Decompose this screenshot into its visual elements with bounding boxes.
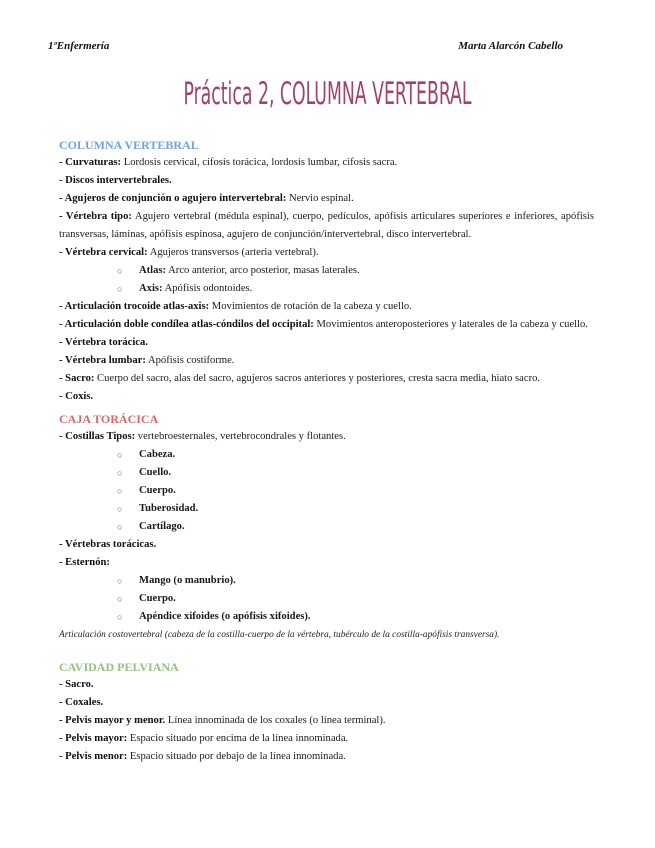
sub-list-item: [59, 464, 594, 482]
item-text: Apófisis odontoides.: [162, 283, 253, 294]
item-text: Agujero vertebral (médula espinal), cuerpo, pedículos, apófisis articulares superiores e inferiores, apófisis transversas, láminas, apófisis espinosa, agujero de conjunción/intervertebral, disco intervertebral.: [59, 211, 594, 240]
item-label: - Pelvis mayor:: [59, 733, 128, 744]
header-course: 1ºEnfermería: [48, 40, 110, 52]
item-label: - Sacro:: [59, 373, 95, 384]
item-text: Arco anterior, arco posterior, masas laterales.: [166, 265, 360, 276]
item-label: Cuerpo.: [139, 593, 176, 604]
item-text: Línea innominada de los coxales (o línea terminal).: [165, 715, 386, 726]
item-text: Agujeros transversos (arteria vertebral).: [147, 247, 319, 258]
item-label: Axis:: [139, 283, 163, 294]
item-label: - Curvaturas:: [59, 157, 122, 168]
sub-list-item: [59, 608, 594, 626]
circle-bullet-icon: ○: [117, 612, 123, 622]
sub-list-item: [59, 262, 594, 280]
list-item: [59, 244, 594, 262]
sub-list-item: [59, 500, 594, 518]
list-item: [59, 694, 594, 712]
item-label: - Coxis.: [59, 391, 94, 402]
list-item: [59, 154, 594, 172]
item-label: - Sacro.: [59, 679, 94, 690]
item-label: Cabeza.: [139, 449, 176, 460]
section-heading-columna: COLUMNA VERTEBRAL: [59, 138, 199, 152]
page-title: Práctica 2, COLUMNA VERTEBRAL: [183, 76, 472, 112]
item-label: Cartílago.: [139, 521, 185, 532]
spacer: [59, 644, 594, 658]
list-item: [59, 554, 594, 572]
item-label: Tuberosidad.: [139, 503, 199, 514]
list-item: [59, 190, 594, 208]
circle-bullet-icon: ○: [117, 468, 123, 478]
item-label: - Agujeros de conjunción o agujero intervertebral:: [59, 193, 287, 204]
circle-bullet-icon: ○: [117, 594, 123, 604]
item-label: - Discos intervertebrales.: [59, 175, 172, 186]
item-text: vertebroesternales, vertebrocondrales y flotantes.: [135, 431, 346, 442]
circle-bullet-icon: ○: [117, 450, 123, 460]
item-text: Cuerpo del sacro, alas del sacro, agujeros sacros anteriores y posteriores, cresta sacra media, hiato sacro.: [94, 373, 541, 384]
item-label: - Coxales.: [59, 697, 104, 708]
item-label: - Vértebras torácicas.: [59, 539, 157, 550]
sub-list-item: [59, 280, 594, 298]
list-item: [59, 316, 594, 334]
section-heading-pelvis: CAVIDAD PELVIANA: [59, 660, 179, 674]
item-label: Mango (o manubrio).: [139, 575, 236, 586]
list-item: [59, 172, 594, 190]
list-item: [59, 428, 594, 446]
circle-bullet-icon: ○: [117, 522, 123, 532]
sub-list-item: [59, 446, 594, 464]
item-label: Cuerpo.: [139, 485, 176, 496]
sub-list-item: [59, 518, 594, 536]
list-item: [59, 676, 594, 694]
item-label: - Esternón:: [59, 557, 110, 568]
list-item: [59, 388, 594, 406]
item-text: Nervio espinal.: [286, 193, 354, 204]
list-item: [59, 334, 594, 352]
item-text: Movimientos anteroposteriores y laterales de la cabeza y cuello.: [313, 319, 588, 330]
list-item: [59, 712, 594, 730]
sub-list-item: [59, 590, 594, 608]
item-text: Espacio situado por debajo de la línea innominada.: [127, 751, 346, 762]
page-header: [48, 40, 563, 52]
list-item: [59, 748, 594, 766]
item-text: Lordosis cervical, cifosis torácica, lordosis lumbar, cifosis sacra.: [121, 157, 398, 168]
section-heading-caja: CAJA TORÁCICA: [59, 412, 159, 426]
item-label: - Vértebra torácica.: [59, 337, 148, 348]
circle-bullet-icon: ○: [117, 504, 123, 514]
note-text: Articulación costovertebral (cabeza de la costilla-cuerpo de la vértebra, tubérculo de la costilla-apófisis transversa).: [59, 630, 500, 640]
sub-list-item: [59, 482, 594, 500]
item-label: Cuello.: [139, 467, 172, 478]
item-text: Apófisis costiforme.: [145, 355, 235, 366]
circle-bullet-icon: ○: [117, 486, 123, 496]
header-author: Marta Alarcón Cabello: [458, 40, 563, 52]
sub-list-item: [59, 572, 594, 590]
item-label: - Vértebra tipo:: [59, 211, 132, 222]
item-label: Apéndice xifoides (o apófisis xifoides).: [139, 611, 311, 622]
list-item: [59, 298, 594, 316]
item-text: Espacio situado por encima de la línea innominada.: [127, 733, 349, 744]
item-label: - Vértebra cervical:: [59, 247, 148, 258]
item-label: - Pelvis menor:: [59, 751, 128, 762]
item-text: Movimientos de rotación de la cabeza y cuello.: [209, 301, 412, 312]
item-label: - Vértebra lumbar:: [59, 355, 146, 366]
circle-bullet-icon: ○: [117, 284, 123, 294]
list-item: [59, 352, 594, 370]
item-label: - Articulación doble condílea atlas-cóndilos del occipital:: [59, 319, 314, 330]
list-item: [59, 370, 594, 388]
list-item: [59, 730, 594, 748]
circle-bullet-icon: ○: [117, 576, 123, 586]
item-label: - Articulación trocoide atlas-axis:: [59, 301, 210, 312]
item-label: - Costillas Tipos:: [59, 431, 136, 442]
list-item: [59, 208, 594, 244]
document-body: [59, 136, 594, 766]
list-item: [59, 536, 594, 554]
item-label: - Pelvis mayor y menor.: [59, 715, 166, 726]
item-label: Atlas:: [139, 265, 167, 276]
circle-bullet-icon: ○: [117, 266, 123, 276]
